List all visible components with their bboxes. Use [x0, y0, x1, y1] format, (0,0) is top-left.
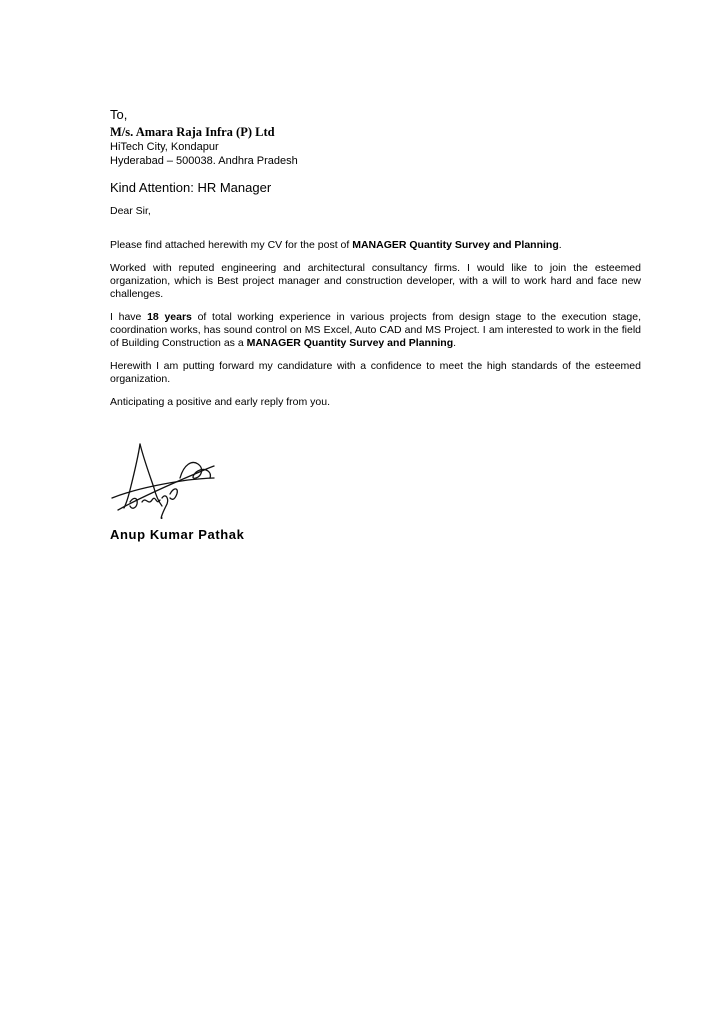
paragraph-3-text-2: of total working experience in various projects from design stage to the execution stage, coordination works, has sound control on MS Excel, Auto CAD and MS Project. I am interested to work in the field of Building Construction as a — [110, 311, 641, 349]
salutation: Dear Sir, — [110, 205, 151, 217]
paragraph-1-post: MANAGER Quantity Survey and Planning — [352, 239, 559, 251]
paragraph-5: Anticipating a positive and early reply from you. — [110, 396, 331, 408]
paragraph-3-text-3: . — [453, 337, 457, 349]
handwritten-signature — [110, 440, 220, 520]
paragraph-2: Worked with reputed engineering and architectural consultancy firms. I would like to join the esteemed organization, which is Best project manager and construction developer, with a will to work hard and face new challenges. — [110, 262, 641, 300]
paragraph-3 — [110, 311, 641, 350]
address-line-1: HiTech City, Kondapur — [110, 141, 219, 153]
paragraph-4: Herewith I am putting forward my candidature with a confidence to meet the high standards of the esteemed organization. — [110, 360, 641, 385]
company-name: M/s. Amara Raja Infra (P) Ltd — [110, 125, 275, 139]
paragraph-3-text-1: I have — [110, 311, 148, 323]
to-label: To, — [110, 107, 128, 122]
attention-line: Kind Attention: HR Manager — [110, 180, 272, 195]
paragraph-1 — [110, 239, 641, 252]
paragraph-1-text-before: Please find attached herewith my CV for the post of — [110, 239, 353, 251]
letter-page — [110, 107, 641, 542]
paragraph-1-text-after: . — [558, 239, 562, 251]
signer-name: Anup Kumar Pathak — [110, 527, 245, 542]
paragraph-3-post: MANAGER Quantity Survey and Planning — [246, 337, 454, 349]
paragraph-3-years: 18 years — [147, 311, 192, 323]
address-line-2: Hyderabad – 500038. Andhra Pradesh — [110, 155, 298, 167]
